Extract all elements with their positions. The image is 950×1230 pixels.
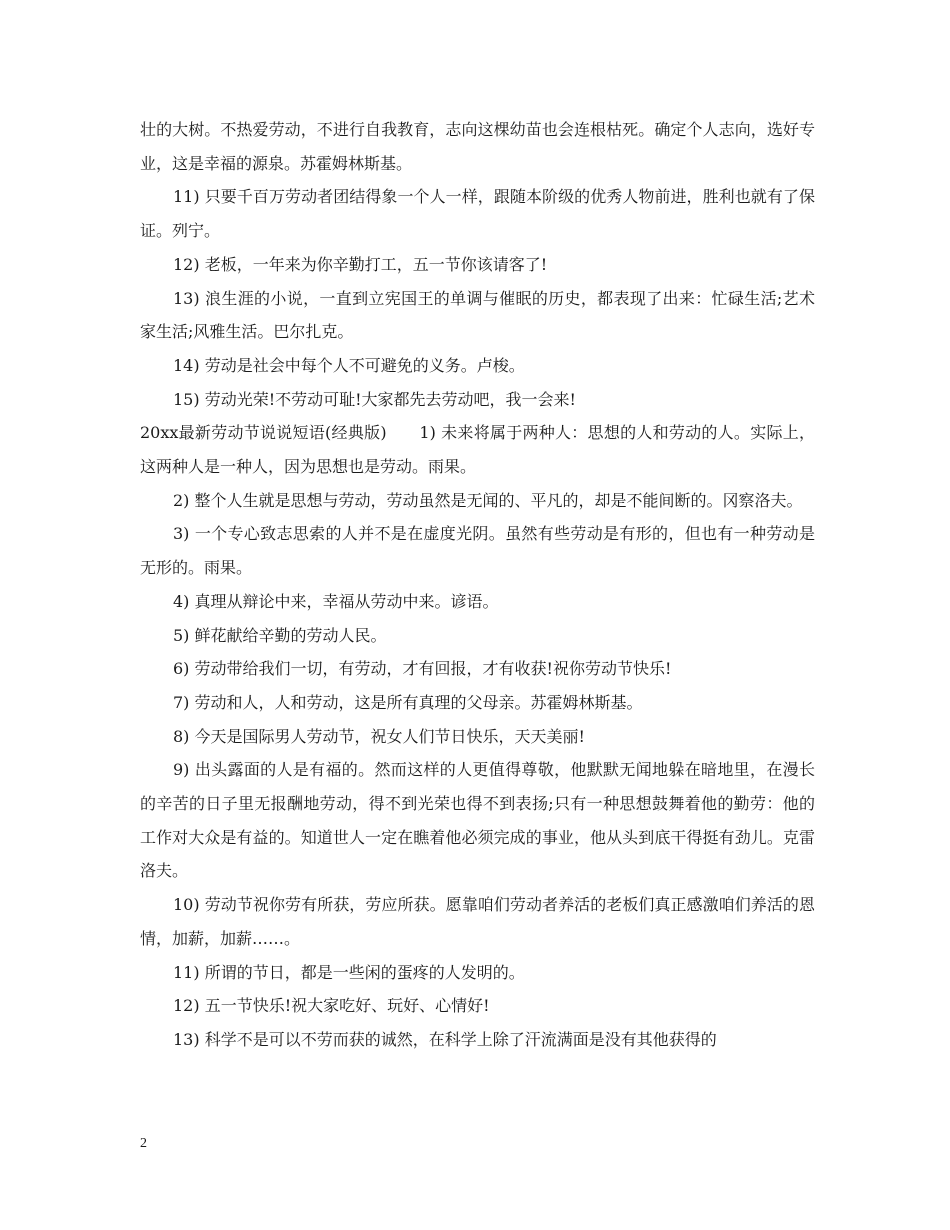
paragraph-item-5: 5) 鲜花献给辛勤的劳动人民。: [173, 625, 387, 645]
paragraph-quote-13: 13) 浪生涯的小说，一直到立宪国王的单调与催眠的历史，都表现了出来：忙碌生活;艺术家生活;风雅生活。巴尔扎克。: [140, 288, 815, 342]
paragraph-item-6: 6) 劳动带给我们一切，有劳动，才有回报，才有收获!祝你劳动节快乐!: [173, 659, 672, 679]
paragraph-item-8: 8) 今天是国际男人劳动节，祝女人们节日快乐，天天美丽!: [173, 726, 585, 746]
paragraph-item-9: 9) 出头露面的人是有福的。然而这样的人更值得尊敬，他默默无闻地躲在暗地里，在漫长的辛苦的日子里无报酬地劳动，得不到光荣也得不到表扬;只有一种思想鼓舞着他的勤劳：他的工作对大众是有益的。知道世人一定在瞧着他必须完成的事业，他从头到底干得挺有劲儿。克雷洛夫。: [140, 760, 815, 881]
paragraph-item-10: 10) 劳动节祝你劳有所获，劳应所获。愿靠咱们劳动者养活的老板们真正感激咱们养活的恩情，加薪，加薪……。: [140, 895, 815, 948]
page-number: 2: [140, 1136, 147, 1151]
paragraph-item-7: 7) 劳动和人，人和劳动，这是所有真理的父母亲。苏霍姆林斯基。: [173, 692, 643, 712]
paragraph-item-13: 13) 科学不是可以不劳而获的诚然，在科学上除了汗流满面是没有其他获得的: [173, 1029, 717, 1049]
paragraph-quote-15: 15) 劳动光荣!不劳动可耻!大家都先去劳动吧，我一会来!: [173, 389, 576, 409]
paragraph-item-4: 4) 真理从辩论中来，幸福从劳动中来。谚语。: [173, 591, 499, 611]
paragraph-quote-14: 14) 劳动是社会中每个人不可避免的义务。卢梭。: [173, 355, 525, 375]
document-body: [140, 113, 815, 1057]
paragraph-section-heading: 20xx最新劳动节说说短语(经典版) 1) 未来将属于两种人：思想的人和劳动的人。实际上，这两种人是一种人，因为思想也是劳动。雨果。: [140, 423, 815, 477]
paragraph-item-11: 11) 所谓的节日，都是一些闲的蛋疼的人发明的。: [173, 962, 525, 982]
paragraph-quote-12: 12) 老板，一年来为你辛勤打工，五一节你该请客了!: [173, 254, 548, 274]
paragraph-item-2: 2) 整个人生就是思想与劳动，劳动虽然是无闻的、平凡的，却是不能间断的。冈察洛夫。: [173, 490, 803, 510]
paragraph-quote-11: 11) 只要千百万劳动者团结得象一个人一样，跟随本阶级的优秀人物前进，胜利也就有了保证。列宁。: [140, 187, 815, 241]
paragraph-continuation: 壮的大树。不热爱劳动，不进行自我教育，志向这棵幼苗也会连根枯死。确定个人志向，选好专业，这是幸福的源泉。苏霍姆林斯基。: [140, 120, 815, 173]
paragraph-item-12: 12) 五一节快乐!祝大家吃好、玩好、心情好!: [173, 996, 490, 1016]
paragraph-item-3: 3) 一个专心致志思索的人并不是在虚度光阴。虽然有些劳动是有形的，但也有一种劳动是无形的。雨果。: [140, 524, 815, 578]
